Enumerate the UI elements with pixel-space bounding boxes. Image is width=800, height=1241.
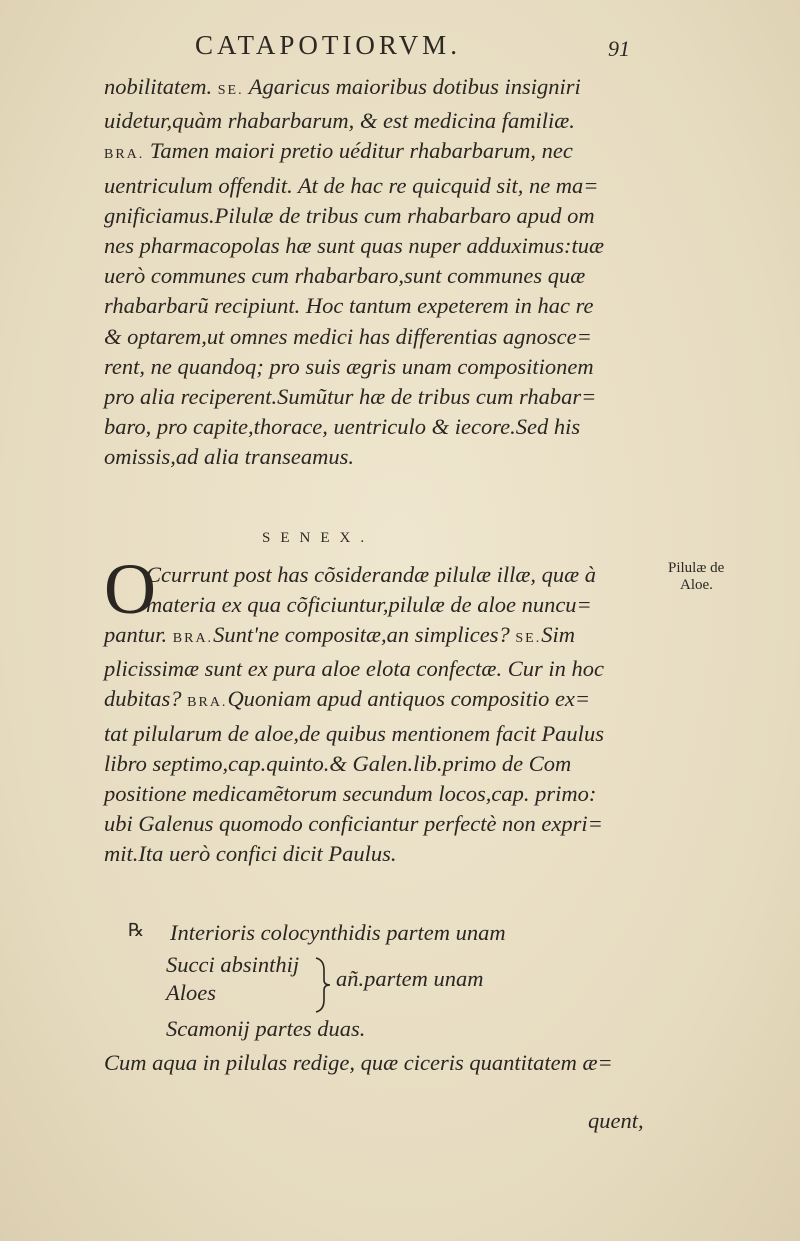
text-line (104, 136, 656, 170)
speaker-abbreviation: BRA. (104, 147, 145, 163)
text-segment: dubitas? (104, 686, 188, 712)
recipe-line: Scamonij partes duas. (166, 1016, 366, 1041)
text-line (104, 261, 656, 291)
text-segment: nes pharmacopolas hæ sunt quas nuper adduximus:tuæ (104, 233, 604, 259)
text-line (104, 322, 656, 352)
text-segment: Tamen maiori pretio uéditur rhabarbarum, nec (144, 138, 573, 164)
text-line (104, 749, 656, 779)
recipe-line: Aloes (166, 980, 216, 1005)
text-line (104, 442, 656, 472)
drop-capital: O (104, 549, 156, 629)
text-block-dropcap-lines (146, 560, 666, 620)
text-line (104, 201, 656, 231)
text-segment: pro alia reciperent.Sumũtur hæ de tribus cum rhabar= (104, 384, 597, 410)
text-segment: Sim (541, 622, 575, 647)
text-line (104, 291, 656, 321)
text-segment: Sunt'ne compositæ,an simplices? (213, 622, 516, 647)
recipe-line: Interioris colocynthidis partem unam (170, 920, 506, 945)
text-segment: plicissimæ sunt ex pura aloe elota confectæ. Cur in hoc (104, 656, 604, 682)
text-line (104, 779, 656, 809)
text-segment: omissis,ad alia transeamus. (104, 444, 355, 470)
text-segment: pantur. (104, 622, 173, 647)
speaker-abbreviation: BRA. (187, 695, 228, 711)
text-line (104, 72, 656, 106)
text-line (104, 719, 656, 749)
text-line (104, 684, 656, 718)
text-line (104, 654, 656, 684)
recipe-symbol: ℞ (128, 920, 145, 940)
text-block-dialogue (104, 620, 656, 870)
text-line: Cum aqua in pilulas redige, quæ ciceris quantitatem æ= (104, 1050, 613, 1075)
text-segment: Ccurrunt post has cõsiderandæ pilulæ illæ, quæ à (146, 562, 597, 587)
text-block-opening (104, 72, 656, 473)
marginal-note (668, 560, 788, 594)
text-block-closing (104, 1048, 656, 1078)
speaker-heading: SENEX. (262, 530, 375, 546)
text-segment: rent, ne quandoq; pro suis ægris unam compositionem (104, 353, 594, 379)
text-segment: ubi Galenus quomodo conficiantur perfectè non expri= (104, 811, 603, 837)
text-line (146, 560, 666, 590)
speaker-abbreviation: SE. (515, 631, 542, 646)
text-segment: libro septimo,cap.quinto.& Galen.lib.primo de Com (104, 750, 572, 776)
text-segment: nobilitatem. (104, 74, 218, 99)
text-line (104, 809, 656, 839)
brace-icon (314, 956, 332, 1014)
text-segment: materia ex qua cõficiuntur,pilulæ de aloe nuncu= (146, 592, 592, 618)
running-title: CATAPOTIORVM. (195, 30, 461, 60)
text-segment: mit.Ita uerò confici dicit Paulus. (104, 841, 397, 867)
page-number: 91 (608, 36, 630, 61)
text-line (104, 231, 656, 261)
text-segment: gnificiamus.Pilulæ de tribus cum rhabarbaro apud om (104, 202, 595, 228)
text-segment: rhabarbarũ recipiunt. Hoc tantum expeterem in hac re (104, 293, 594, 319)
speaker-abbreviation: SE. (217, 83, 244, 98)
text-line (104, 171, 656, 201)
speaker-abbreviation: BRA. (172, 631, 214, 646)
text-segment: tat pilularum de aloe,de quibus mentionem facit Paulus (104, 720, 604, 746)
text-line (104, 352, 656, 382)
text-line (104, 382, 656, 412)
recipe-quantity: añ.partem unam (336, 966, 484, 991)
recipe-line: Succi absinthij (166, 952, 300, 977)
marginal-note-line: Pilulæ de (668, 560, 725, 576)
text-segment: uentriculum offendit. At de hac re quicquid sit, ne ma= (104, 172, 599, 198)
text-line (104, 106, 656, 136)
catchword: quent, (588, 1108, 644, 1133)
text-line (104, 839, 656, 869)
text-segment: & optarem,ut omnes medici has differentias agnosce= (104, 323, 592, 349)
text-line (146, 590, 666, 620)
text-segment: positione medicamẽtorum secundum locos,cap. primo: (104, 781, 597, 807)
marginal-note-line: Aloe. (680, 577, 713, 593)
text-segment: uidetur,quàm rhabarbarum, & est medicina familiæ. (104, 108, 575, 134)
text-segment: baro, pro capite,thorace, uentriculo & iecore.Sed his (104, 414, 581, 440)
text-line (104, 412, 656, 442)
text-line (104, 620, 656, 654)
text-segment: Quoniam apud antiquos compositio ex= (227, 686, 591, 712)
text-segment: uerò communes cum rhabarbaro,sunt communes quæ (104, 263, 586, 289)
text-segment: Agaricus maioribus dotibus insigniri (243, 74, 581, 99)
